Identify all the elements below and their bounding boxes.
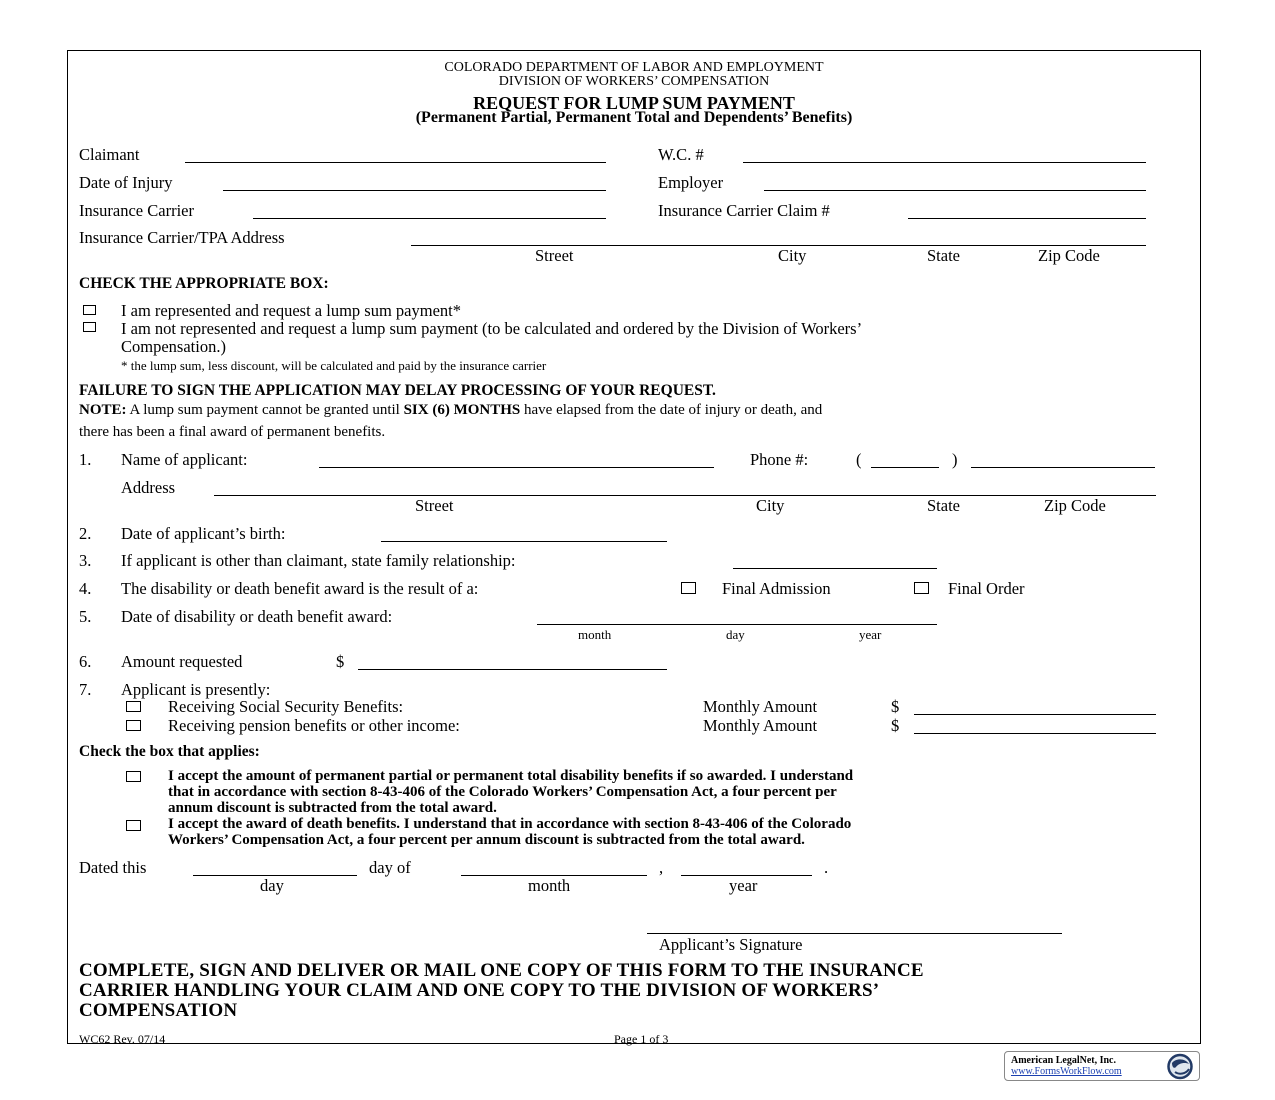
form-subtitle: (Permanent Partial, Permanent Total and Dependents’ Benefits) [415, 109, 853, 126]
pension-monthly-field[interactable] [914, 733, 1156, 734]
applies-heading: Check the box that applies: [79, 743, 260, 760]
state-caption: State [927, 246, 960, 265]
note-emphasis: SIX (6) MONTHS [403, 402, 521, 418]
carrier-claim-field[interactable] [908, 218, 1146, 219]
relationship-field[interactable] [733, 568, 937, 569]
final-admission-checkbox[interactable] [681, 582, 696, 594]
applicant-address-label: Address [121, 478, 176, 497]
dated-year-caption: year [729, 876, 758, 895]
dated-comma: , [659, 858, 664, 877]
carrier-address-label: Insurance Carrier/TPA Address [79, 228, 285, 247]
globe-icon [1163, 1053, 1197, 1080]
accept-disability-line-2: that in accordance with section 8-43-406 of the Colorado Workers’ Compensation Act, a four percent per [168, 784, 837, 800]
dated-month-caption: month [528, 876, 571, 895]
represented-checkbox[interactable] [83, 305, 96, 315]
zip-caption: Zip Code [1038, 246, 1100, 265]
accept-death-checkbox[interactable] [126, 820, 141, 831]
pension-checkbox[interactable] [126, 720, 141, 731]
applicant-name-label: Name of applicant: [121, 450, 248, 469]
presently-label: Applicant is presently: [121, 680, 271, 699]
page-number: Page 1 of 3 [614, 1032, 669, 1046]
date-of-injury-label: Date of Injury [79, 173, 173, 192]
check-box-heading: CHECK THE APPROPRIATE BOX: [79, 275, 329, 292]
final-order-checkbox[interactable] [914, 582, 929, 594]
pension-monthly-label: Monthly Amount [703, 716, 818, 735]
lump-sum-footnote: * the lump sum, less discount, will be calculated and paid by the insurance carrier [121, 358, 547, 373]
phone-area-code-field[interactable] [871, 467, 939, 468]
wc-number-field[interactable] [743, 162, 1146, 163]
ssb-monthly-field[interactable] [914, 714, 1156, 715]
failure-warning: FAILURE TO SIGN THE APPLICATION MAY DELAY PROCESSING OF YOUR REQUEST. [79, 382, 716, 399]
pension-label: Receiving pension benefits or other income: [168, 716, 460, 735]
item-2-number: 2. [79, 524, 92, 543]
pension-dollar-sign: $ [891, 716, 900, 735]
item-6-number: 6. [79, 652, 92, 671]
final-order-label: Final Order [948, 579, 1025, 598]
amount-dollar-sign: $ [336, 652, 345, 671]
not-represented-label: I am not represented and request a lump sum payment (to be calculated and ordered by the Division of Workers’ [121, 319, 863, 338]
accept-disability-line-1: I accept the amount of permanent partial or permanent total disability benefits if so awarded. I understand [168, 768, 854, 784]
form-title: REQUEST FOR LUMP SUM PAYMENT [473, 93, 795, 113]
date-of-injury-field[interactable] [223, 190, 606, 191]
claimant-field[interactable] [185, 162, 606, 163]
city-caption: City [778, 246, 807, 265]
insurance-carrier-field[interactable] [253, 218, 606, 219]
applicant-birth-field[interactable] [381, 541, 667, 542]
instructions-line-2: CARRIER HANDLING YOUR CLAIM AND ONE COPY TO THE DIVISION OF WORKERS’ [79, 980, 880, 1001]
note-line-2: there has been a final award of permanent benefits. [79, 424, 386, 440]
final-admission-label: Final Admission [722, 579, 831, 598]
carrier-claim-label: Insurance Carrier Claim # [658, 201, 830, 220]
employer-label: Employer [658, 173, 724, 192]
award-year-caption: year [859, 627, 882, 642]
applicant-name-field[interactable] [319, 467, 714, 468]
applicant-birth-label: Date of applicant’s birth: [121, 524, 286, 543]
applicant-street-caption: Street [415, 496, 454, 515]
claimant-label: Claimant [79, 145, 140, 164]
item-7-number: 7. [79, 680, 92, 699]
item-1-number: 1. [79, 450, 92, 469]
applicant-state-caption: State [927, 496, 960, 515]
applicant-zip-caption: Zip Code [1044, 496, 1106, 515]
applicant-address-field[interactable] [214, 495, 1156, 496]
department-name: COLORADO DEPARTMENT OF LABOR AND EMPLOYMENT [444, 60, 824, 75]
publisher-logo[interactable] [1004, 1051, 1200, 1081]
instructions-line-3: COMPENSATION [79, 1000, 238, 1021]
award-date-label: Date of disability or death benefit award: [121, 607, 393, 626]
form-page [67, 50, 1201, 1044]
signature-label: Applicant’s Signature [659, 935, 803, 954]
phone-number-field[interactable] [971, 467, 1155, 468]
day-of-label: day of [369, 858, 411, 877]
accept-disability-line-3: annum discount is subtracted from the total award. [168, 800, 497, 816]
relationship-label: If applicant is other than claimant, state family relationship: [121, 551, 516, 570]
not-represented-checkbox[interactable] [83, 322, 96, 332]
phone-paren-close: ) [952, 450, 958, 469]
not-represented-label-cont: Compensation.) [121, 337, 226, 356]
award-result-label: The disability or death benefit award is the result of a: [121, 579, 479, 598]
phone-paren-open: ( [856, 450, 862, 469]
employer-field[interactable] [764, 190, 1146, 191]
award-month-caption: month [578, 627, 612, 642]
wc-number-label: W.C. # [658, 145, 704, 164]
ssb-monthly-label: Monthly Amount [703, 697, 818, 716]
note-text-a: A lump sum payment cannot be granted until [129, 402, 400, 418]
dated-day-caption: day [260, 876, 284, 895]
applicant-city-caption: City [756, 496, 785, 515]
award-date-field[interactable] [537, 624, 937, 625]
dated-period: . [824, 858, 829, 877]
ssb-checkbox[interactable] [126, 701, 141, 712]
publisher-name: American LegalNet, Inc. [1011, 1055, 1116, 1066]
street-caption: Street [535, 246, 574, 265]
ssb-label: Receiving Social Security Benefits: [168, 697, 404, 716]
note-paragraph [79, 402, 822, 419]
division-name: DIVISION OF WORKERS’ COMPENSATION [498, 74, 770, 89]
instructions-line-1: COMPLETE, SIGN AND DELIVER OR MAIL ONE COPY OF THIS FORM TO THE INSURANCE [79, 960, 924, 981]
signature-field[interactable] [647, 933, 1062, 934]
publisher-url[interactable]: www.FormsWorkFlow.com [1011, 1066, 1122, 1077]
insurance-carrier-label: Insurance Carrier [79, 201, 194, 220]
amount-requested-label: Amount requested [121, 652, 243, 671]
ssb-dollar-sign: $ [891, 697, 900, 716]
accept-disability-checkbox[interactable] [126, 771, 141, 782]
note-text-b: have elapsed from the date of injury or death, and [524, 402, 823, 418]
item-3-number: 3. [79, 551, 92, 570]
item-4-number: 4. [79, 579, 92, 598]
represented-label: I am represented and request a lump sum payment* [121, 301, 461, 320]
form-id: WC62 Rev. 07/14 [79, 1032, 166, 1046]
accept-death-line-2: Workers’ Compensation Act, a four percent per annum discount is subtracted from the total award. [168, 832, 805, 848]
accept-death-line-1: I accept the award of death benefits. I understand that in accordance with section 8-43-406 of the Colorado [168, 816, 852, 832]
item-5-number: 5. [79, 607, 92, 626]
award-day-caption: day [726, 627, 745, 642]
phone-label: Phone #: [750, 450, 809, 469]
note-label: NOTE: [79, 402, 127, 418]
amount-requested-field[interactable] [358, 669, 667, 670]
dated-this-label: Dated this [79, 858, 147, 877]
